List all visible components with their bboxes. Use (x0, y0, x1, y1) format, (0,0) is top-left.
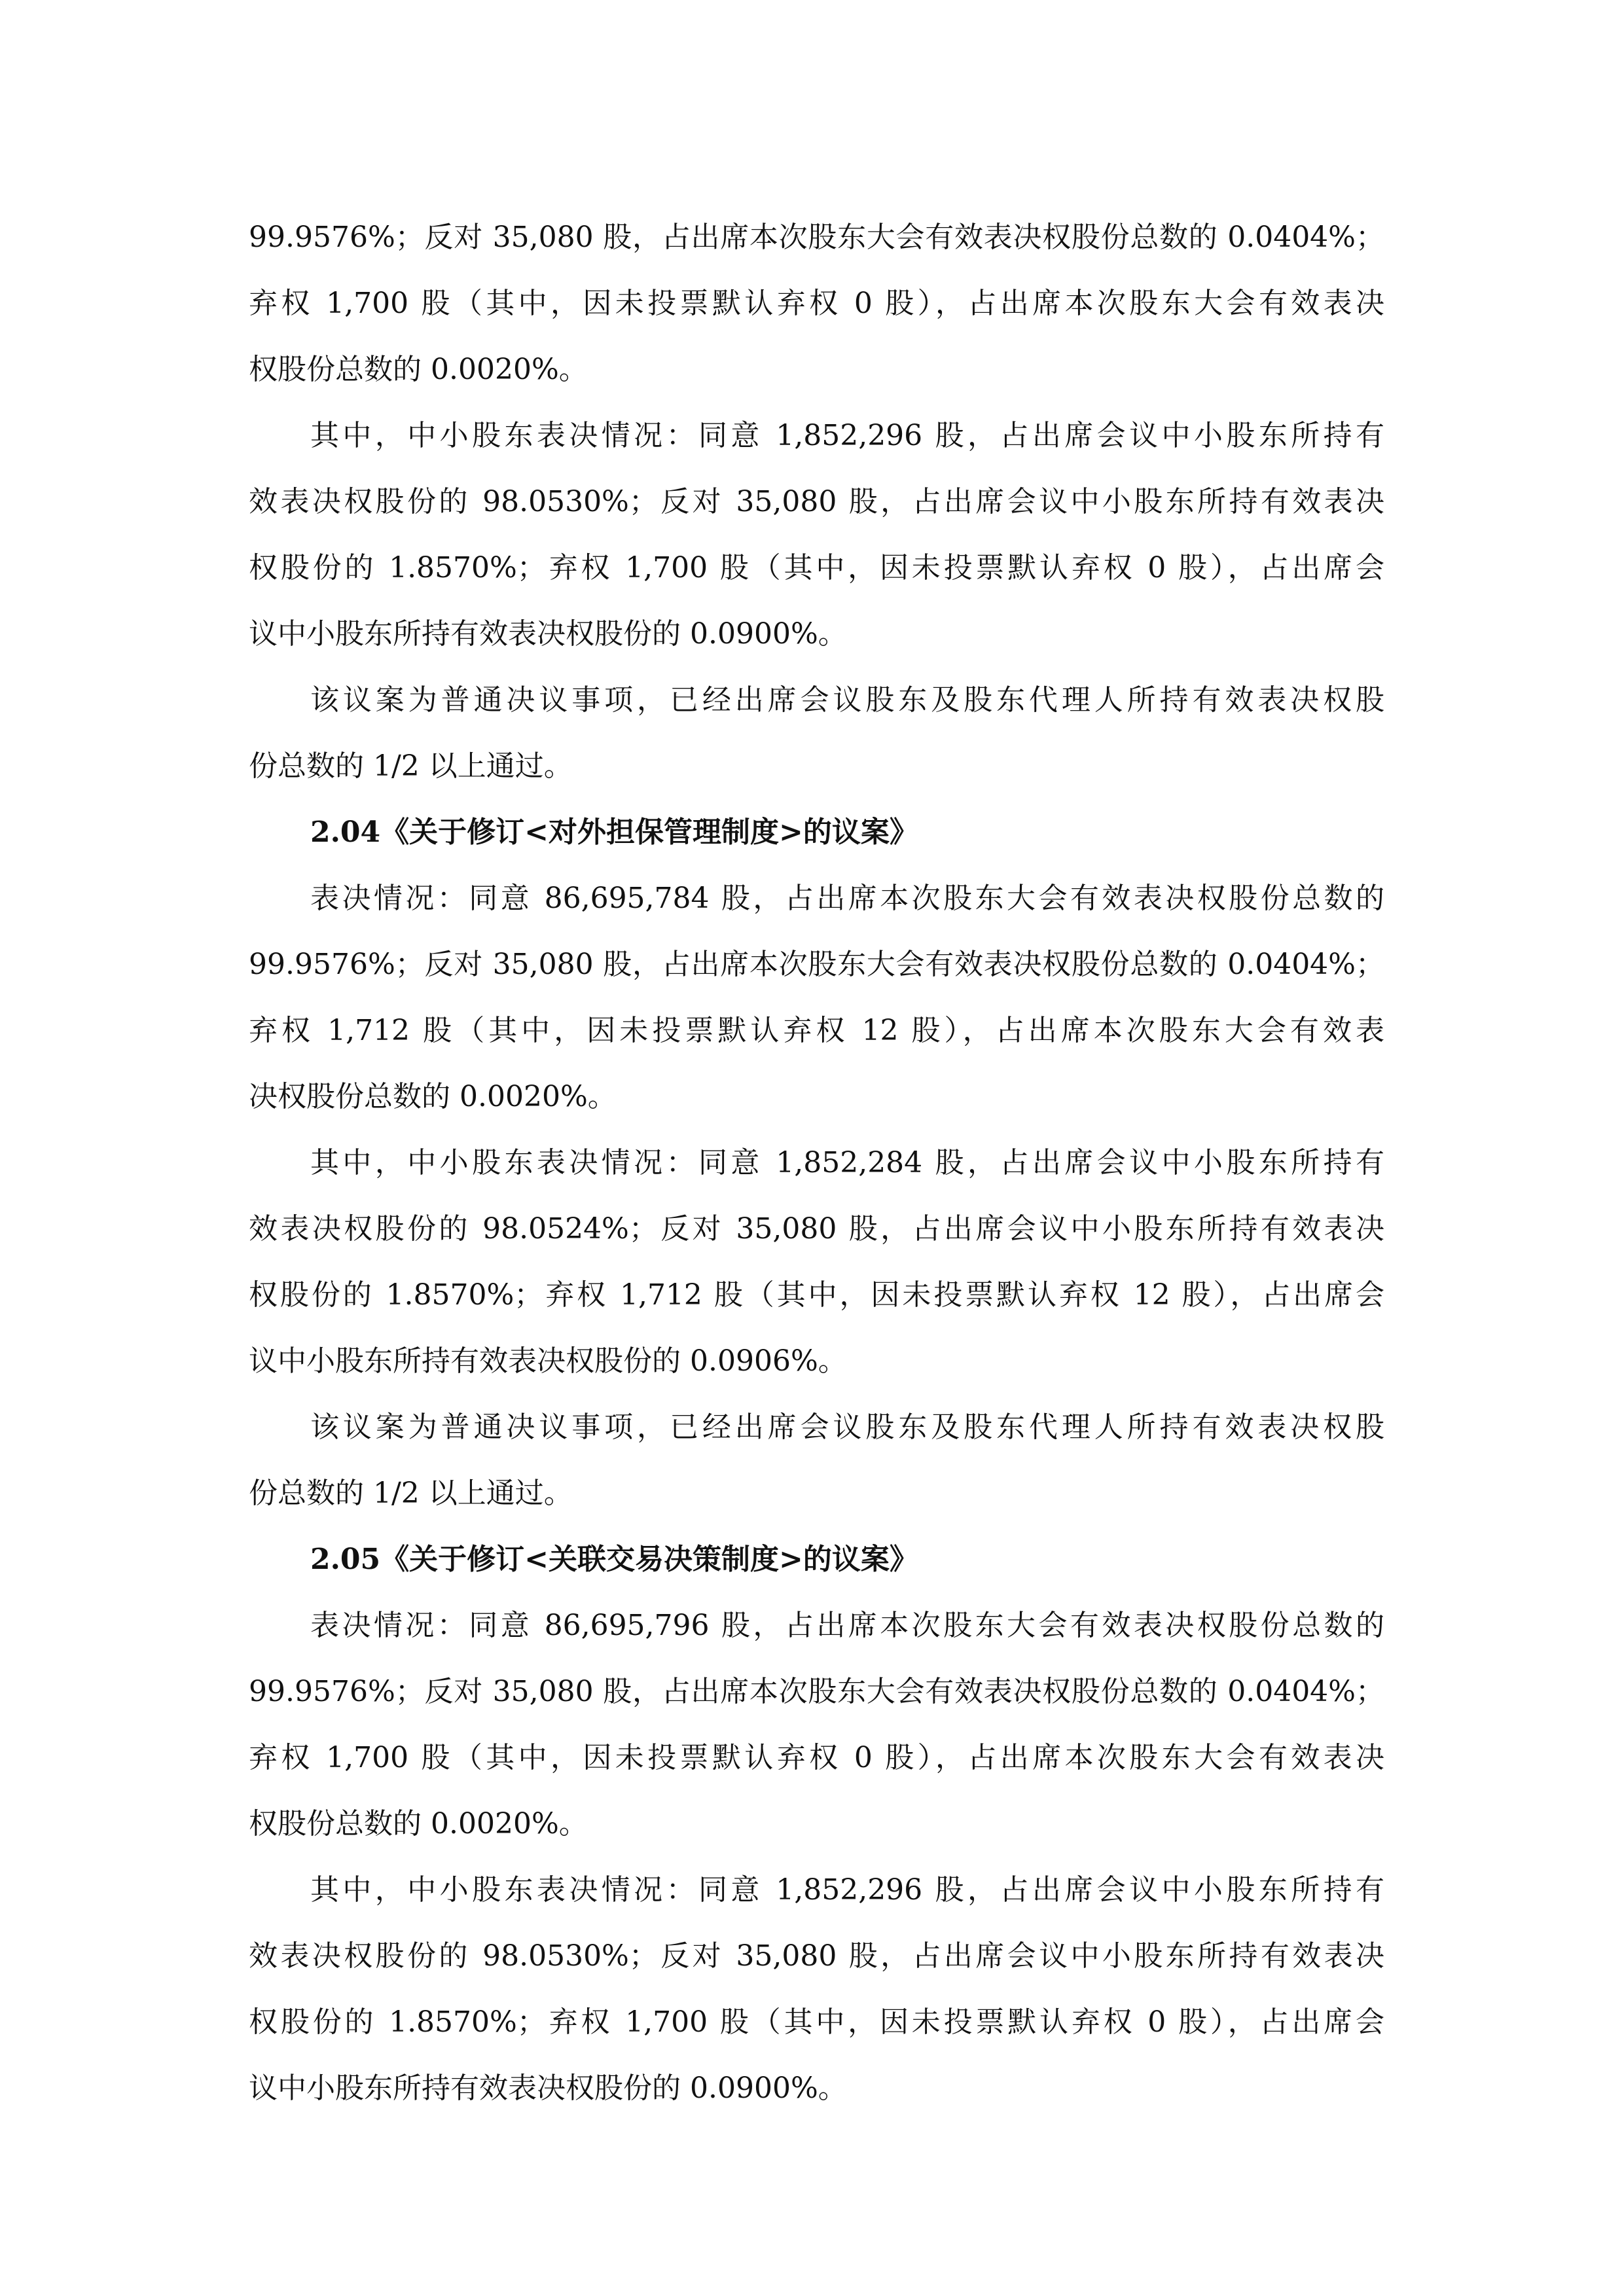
text-line: 决权股份总数的 0.0020%。 (249, 1080, 617, 1113)
text-line: 表决情况：同意 86,695,784 股，占出席本次股东大会有效表决权股份总数的 (310, 882, 1384, 915)
text-line: 该议案为普通决议事项，已经出席会议股东及股东代理人所持有效表决权股 (310, 683, 1384, 717)
document-page (249, 204, 1384, 2121)
text-line: 份总数的 1/2 以上通过。 (249, 1477, 573, 1510)
text-line: 99.9576%；反对 35,080 股，占出席本次股东大会有效表决权股份总数的 0.0404%； (249, 1675, 1384, 1708)
section-heading: 2.04《关于修订<对外担保管理制度>的议案》 (310, 816, 918, 849)
text-line: 99.9576%；反对 35,080 股，占出席本次股东大会有效表决权股份总数的 0.0404%； (249, 221, 1384, 254)
text-line: 99.9576%；反对 35,080 股，占出席本次股东大会有效表决权股份总数的 0.0404%； (249, 948, 1384, 981)
text-line: 弃权 1,700 股（其中，因未投票默认弃权 0 股），占出席本次股东大会有效表决 (249, 1741, 1384, 1774)
text-line: 表决情况：同意 86,695,796 股，占出席本次股东大会有效表决权股份总数的 (310, 1609, 1384, 1642)
text-line: 议中小股东所持有效表决权股份的 0.0900%。 (249, 617, 847, 651)
text-line: 权股份总数的 0.0020%。 (249, 1807, 588, 1840)
text-line: 弃权 1,712 股（其中，因未投票默认弃权 12 股），占出席本次股东大会有效表 (249, 1014, 1384, 1047)
text-line: 议中小股东所持有效表决权股份的 0.0900%。 (249, 2072, 847, 2105)
text-line: 弃权 1,700 股（其中，因未投票默认弃权 0 股），占出席本次股东大会有效表决 (249, 287, 1384, 320)
text-line: 效表决权股份的 98.0524%；反对 35,080 股，占出席会议中小股东所持有效表决 (249, 1212, 1384, 1246)
text-line: 其中，中小股东表决情况：同意 1,852,296 股，占出席会议中小股东所持有 (310, 419, 1384, 452)
text-line: 权股份的 1.8570%；弃权 1,712 股（其中，因未投票默认弃权 12 股），占出席会 (249, 1278, 1384, 1312)
text-line: 其中，中小股东表决情况：同意 1,852,296 股，占出席会议中小股东所持有 (310, 1873, 1384, 1907)
text-line: 效表决权股份的 98.0530%；反对 35,080 股，占出席会议中小股东所持有效表决 (249, 485, 1384, 518)
text-line: 效表决权股份的 98.0530%；反对 35,080 股，占出席会议中小股东所持有效表决 (249, 1939, 1384, 1973)
text-line: 该议案为普通决议事项，已经出席会议股东及股东代理人所持有效表决权股 (310, 1410, 1384, 1444)
text-line: 权股份的 1.8570%；弃权 1,700 股（其中，因未投票默认弃权 0 股），占出席会 (249, 551, 1384, 584)
text-line: 权股份总数的 0.0020%。 (249, 353, 588, 386)
section-heading: 2.05《关于修订<关联交易决策制度>的议案》 (310, 1543, 918, 1576)
text-line: 份总数的 1/2 以上通过。 (249, 749, 573, 783)
text-line: 其中，中小股东表决情况：同意 1,852,284 股，占出席会议中小股东所持有 (310, 1146, 1384, 1179)
text-line: 议中小股东所持有效表决权股份的 0.0906%。 (249, 1344, 847, 1378)
text-line: 权股份的 1.8570%；弃权 1,700 股（其中，因未投票默认弃权 0 股），占出席会 (249, 2005, 1384, 2039)
document-body (249, 204, 1384, 2121)
